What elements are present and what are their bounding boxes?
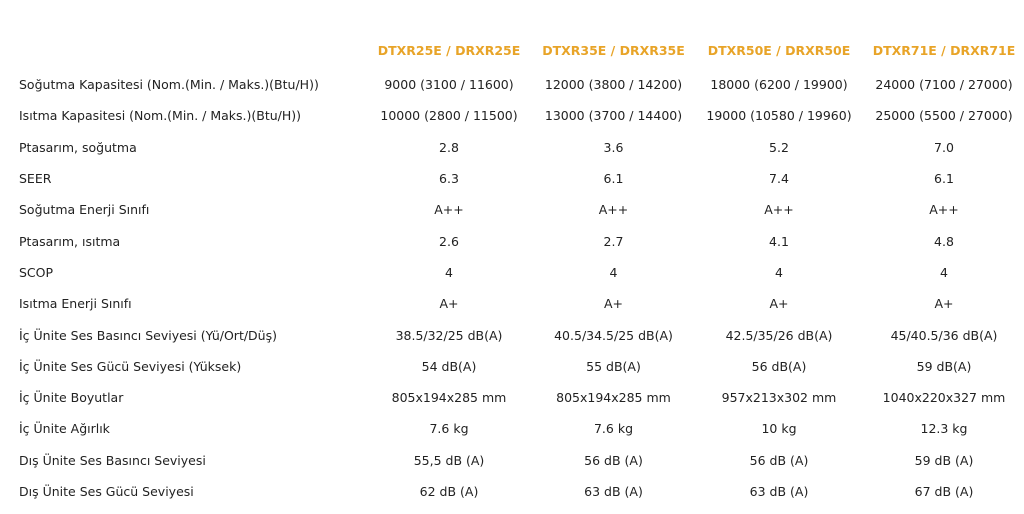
spec-value: 1040x220x327 mm bbox=[882, 390, 1006, 406]
spec-value: 9000 (3100 / 11600) bbox=[384, 77, 514, 93]
spec-label: SCOP bbox=[19, 264, 54, 280]
spec-label: Isıtma Enerji Sınıfı bbox=[19, 296, 132, 312]
spec-value: A++ bbox=[598, 202, 629, 218]
model-header-3: DTXR50E / DRXR50E bbox=[707, 42, 851, 58]
spec-value: 56 dB (A) bbox=[749, 452, 809, 468]
spec-value: 5.2 bbox=[769, 139, 789, 155]
spec-value: 63 dB (A) bbox=[584, 484, 643, 499]
spec-value: 56 dB(A) bbox=[751, 358, 807, 374]
spec-value: 18000 (6200 / 19900) bbox=[710, 77, 848, 93]
spec-value: 54 dB(A) bbox=[421, 358, 477, 374]
spec-value: 4.1 bbox=[769, 233, 789, 249]
spec-value: 12000 (3800 / 14200) bbox=[544, 77, 683, 93]
spec-value: 55,5 dB (A) bbox=[413, 452, 485, 468]
spec-value: 63 dB (A) bbox=[749, 484, 809, 499]
spec-value: 4.8 bbox=[934, 233, 954, 249]
spec-value: A+ bbox=[439, 296, 459, 312]
model-header-4: DTXR71E / DRXR71E bbox=[872, 42, 1016, 58]
spec-value: A+ bbox=[769, 296, 789, 312]
spec-table-header bbox=[0, 0, 1024, 69]
spec-value: 38.5/32/25 dB(A) bbox=[395, 327, 503, 343]
table-row bbox=[0, 288, 1024, 319]
spec-table-body bbox=[0, 69, 1024, 507]
spec-value: 59 dB (A) bbox=[914, 452, 974, 468]
spec-value: 805x194x285 mm bbox=[391, 390, 507, 406]
spec-value: 19000 (10580 / 19960) bbox=[706, 108, 852, 124]
spec-value: A++ bbox=[434, 202, 464, 218]
spec-value: 45/40.5/36 dB(A) bbox=[890, 327, 998, 343]
spec-value: 2.7 bbox=[603, 233, 624, 249]
table-row bbox=[0, 413, 1024, 444]
spec-label: İç Ünite Ses Gücü Seviyesi (Yüksek) bbox=[19, 358, 242, 374]
spec-value: 40.5/34.5/25 dB(A) bbox=[554, 327, 673, 343]
spec-label: Ptasarım, soğutma bbox=[19, 139, 137, 155]
spec-value: 2.6 bbox=[439, 233, 459, 249]
spec-value: 7.0 bbox=[934, 139, 954, 155]
spec-value: 42.5/35/26 dB(A) bbox=[725, 327, 833, 343]
spec-value: 6.1 bbox=[603, 171, 624, 187]
spec-value: 25000 (5500 / 27000) bbox=[875, 108, 1013, 124]
spec-label: SEER bbox=[19, 171, 52, 187]
spec-value: 6.3 bbox=[439, 171, 459, 187]
table-row bbox=[0, 163, 1024, 194]
table-row bbox=[0, 445, 1024, 476]
spec-value: 24000 (7100 / 27000) bbox=[875, 77, 1013, 93]
spec-value: A++ bbox=[764, 202, 794, 218]
spec-value: 805x194x285 mm bbox=[556, 390, 671, 406]
spec-value: A+ bbox=[934, 296, 954, 312]
spec-value: 7.4 bbox=[769, 171, 789, 187]
spec-label: İç Ünite Ses Basıncı Seviyesi (Yü/Ort/Düş) bbox=[19, 327, 277, 343]
header-row bbox=[0, 0, 1024, 69]
table-row bbox=[0, 257, 1024, 288]
spec-label: Dış Ünite Ses Gücü Seviyesi bbox=[19, 484, 194, 499]
spec-value: 13000 (3700 / 14400) bbox=[544, 108, 683, 124]
table-row bbox=[0, 194, 1024, 225]
spec-value: 7.6 kg bbox=[429, 421, 469, 437]
spec-value: 6.1 bbox=[934, 171, 954, 187]
spec-value: 7.6 kg bbox=[593, 421, 634, 437]
spec-value: 2.8 bbox=[439, 139, 459, 155]
model-header-2: DTXR35E / DRXR35E bbox=[542, 42, 685, 58]
spec-value: 55 dB(A) bbox=[586, 358, 641, 374]
spec-value: 4 bbox=[445, 264, 453, 280]
header-spacer bbox=[0, 0, 365, 69]
spec-label: İç Ünite Ağırlık bbox=[19, 421, 110, 437]
spec-value: 4 bbox=[940, 264, 948, 280]
spec-value: 3.6 bbox=[603, 139, 624, 155]
spec-label: Soğutma Enerji Sınıfı bbox=[19, 202, 150, 218]
table-row bbox=[0, 319, 1024, 350]
spec-value: 62 dB (A) bbox=[419, 484, 479, 499]
table-row bbox=[0, 476, 1024, 507]
table-row bbox=[0, 69, 1024, 100]
spec-value: 67 dB (A) bbox=[914, 484, 974, 499]
spec-value: 4 bbox=[609, 264, 618, 280]
table-row bbox=[0, 100, 1024, 131]
model-header-1: DTXR25E / DRXR25E bbox=[377, 42, 521, 58]
spec-value: 957x213x302 mm bbox=[721, 390, 837, 406]
spec-label: Ptasarım, ısıtma bbox=[19, 233, 121, 249]
spec-label: İç Ünite Boyutlar bbox=[19, 390, 124, 406]
spec-value: A++ bbox=[929, 202, 959, 218]
table-row bbox=[0, 132, 1024, 163]
table-row bbox=[0, 351, 1024, 382]
spec-value: 56 dB (A) bbox=[584, 452, 643, 468]
spec-label: Dış Ünite Ses Basıncı Seviyesi bbox=[19, 452, 206, 468]
spec-label: Isıtma Kapasitesi (Nom.(Min. / Maks.)(Btu/H)) bbox=[19, 108, 302, 124]
table-row bbox=[0, 225, 1024, 256]
spec-value: 10 kg bbox=[761, 421, 797, 437]
spec-value: 12.3 kg bbox=[920, 421, 968, 437]
spec-value: A+ bbox=[603, 296, 624, 312]
spec-value: 4 bbox=[775, 264, 783, 280]
spec-label: Soğutma Kapasitesi (Nom.(Min. / Maks.)(Btu/H)) bbox=[19, 77, 319, 93]
spec-value: 10000 (2800 / 11500) bbox=[380, 108, 518, 124]
spec-value: 59 dB(A) bbox=[916, 358, 972, 374]
table-row bbox=[0, 382, 1024, 413]
